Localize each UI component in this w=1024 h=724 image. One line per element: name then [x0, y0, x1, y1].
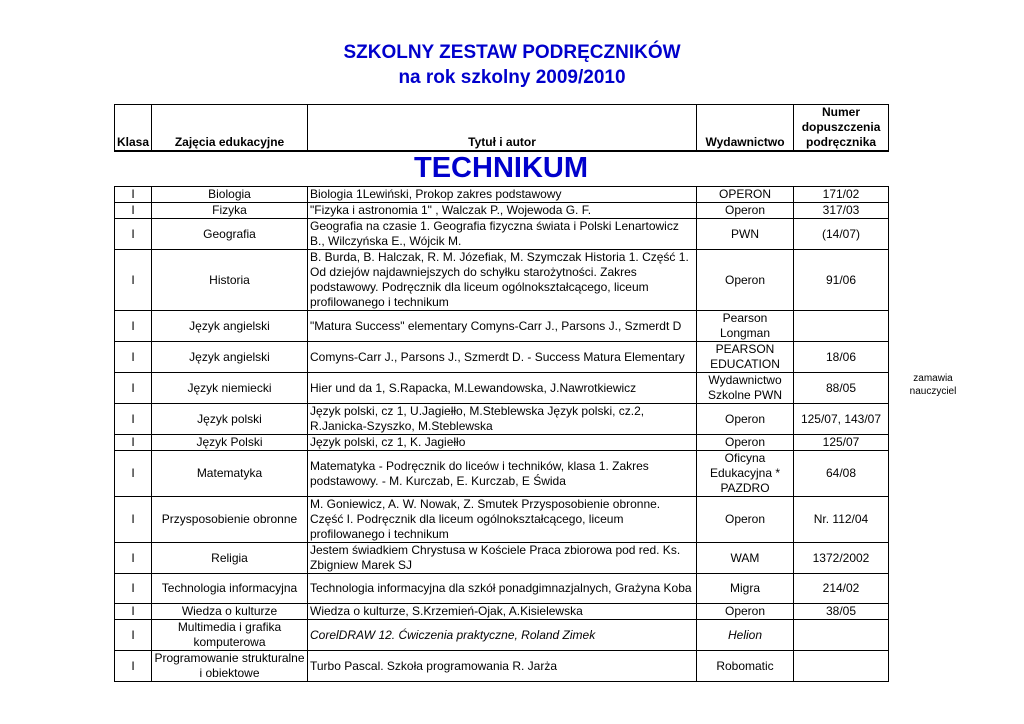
cell-klasa: I: [115, 497, 152, 543]
table-row: [115, 373, 889, 404]
cell-numer: [794, 651, 889, 682]
cell-klasa: I: [115, 620, 152, 651]
cell-wydawnictwo: Wydawnictwo Szkolne PWN: [697, 373, 794, 404]
header-wydawnictwo: Wydawnictwo: [697, 105, 794, 152]
cell-zajecia: Wiedza o kulturze: [152, 604, 308, 620]
cell-wydawnictwo: OPERON: [697, 187, 794, 203]
header-zajecia: Zajęcia edukacyjne: [152, 105, 308, 152]
cell-numer: Nr. 112/04: [794, 497, 889, 543]
table-row: [115, 451, 889, 497]
table-row: [115, 203, 889, 219]
table-row: [115, 187, 889, 203]
table-row: [115, 342, 889, 373]
document-title: SZKOLNY ZESTAW PODRĘCZNIKÓW: [343, 42, 681, 63]
section-title: TECHNIKUM: [414, 152, 588, 184]
cell-klasa: I: [115, 342, 152, 373]
header-numer: Numer dopuszczenia podręcznika: [794, 105, 889, 152]
cell-klasa: I: [115, 373, 152, 404]
cell-klasa: I: [115, 543, 152, 574]
cell-wydawnictwo: WAM: [697, 543, 794, 574]
cell-numer: [794, 311, 889, 342]
cell-tytul: Hier und da 1, S.Rapacka, M.Lewandowska, J.Nawrotkiewicz: [308, 373, 697, 404]
cell-zajecia: Przysposobienie obronne: [152, 497, 308, 543]
cell-wydawnictwo: Operon: [697, 203, 794, 219]
side-note: zamawia nauczyciel: [909, 373, 957, 397]
cell-numer: 91/06: [794, 250, 889, 311]
cell-wydawnictwo: Operon: [697, 250, 794, 311]
cell-tytul: Wiedza o kulturze, S.Krzemień-Ojak, A.Kisielewska: [308, 604, 697, 620]
cell-zajecia: Biologia: [152, 187, 308, 203]
cell-wydawnictwo: PEARSON EDUCATION: [697, 342, 794, 373]
table-row: [115, 604, 889, 620]
table-row: [115, 250, 889, 311]
cell-tytul: Technologia informacyjna dla szkół ponadgimnazjalnych, Grażyna Koba: [308, 574, 697, 604]
cell-klasa: I: [115, 451, 152, 497]
table-row: [115, 497, 889, 543]
cell-tytul: Comyns-Carr J., Parsons J., Szmerdt D. - Success Matura Elementary: [308, 342, 697, 373]
cell-klasa: I: [115, 435, 152, 451]
cell-zajecia: Język polski: [152, 404, 308, 435]
cell-tytul: Język polski, cz 1, K. Jagiełło: [308, 435, 697, 451]
cell-klasa: I: [115, 604, 152, 620]
cell-zajecia: Multimedia i grafika komputerowa: [152, 620, 308, 651]
table-row: [115, 435, 889, 451]
cell-numer: (14/07): [794, 219, 889, 250]
cell-zajecia: Fizyka: [152, 203, 308, 219]
cell-tytul: "Fizyka i astronomia 1" , Walczak P., Wojewoda G. F.: [308, 203, 697, 219]
cell-numer: [794, 620, 889, 651]
header-tytul: Tytuł i autor: [308, 105, 697, 152]
cell-numer: 125/07, 143/07: [794, 404, 889, 435]
cell-klasa: I: [115, 250, 152, 311]
cell-zajecia: Język angielski: [152, 342, 308, 373]
cell-numer: 64/08: [794, 451, 889, 497]
cell-zajecia: Technologia informacyjna: [152, 574, 308, 604]
cell-wydawnictwo: Helion: [697, 620, 794, 651]
cell-zajecia: Język Polski: [152, 435, 308, 451]
cell-numer: 18/06: [794, 342, 889, 373]
cell-wydawnictwo: Operon: [697, 604, 794, 620]
cell-klasa: I: [115, 219, 152, 250]
cell-wydawnictwo: Oficyna Edukacyjna * PAZDRO: [697, 451, 794, 497]
cell-numer: 1372/2002: [794, 543, 889, 574]
cell-klasa: I: [115, 651, 152, 682]
cell-tytul: CorelDRAW 12. Ćwiczenia praktyczne, Roland Zimek: [308, 620, 697, 651]
cell-klasa: I: [115, 404, 152, 435]
cell-zajecia: Geografia: [152, 219, 308, 250]
cell-tytul: M. Goniewicz, A. W. Nowak, Z. Smutek Przysposobienie obronne. Część I. Podręcznik dla liceum ogólnokształcącego, liceum profilowanego i technikum: [308, 497, 697, 543]
cell-numer: 88/05: [794, 373, 889, 404]
cell-numer: 214/02: [794, 574, 889, 604]
cell-wydawnictwo: Operon: [697, 497, 794, 543]
cell-numer: 317/03: [794, 203, 889, 219]
table-row: [115, 219, 889, 250]
cell-klasa: I: [115, 187, 152, 203]
textbook-table: [114, 186, 889, 682]
cell-wydawnictwo: Pearson Longman: [697, 311, 794, 342]
cell-zajecia: Programowanie strukturalne i obiektowe: [152, 651, 308, 682]
cell-zajecia: Język angielski: [152, 311, 308, 342]
cell-wydawnictwo: Operon: [697, 404, 794, 435]
cell-tytul: B. Burda, B. Halczak, R. M. Józefiak, M. Szymczak Historia 1. Część 1. Od dziejów najdawniejszych do schyłku starożytności. Zakres podstawowy. Podręcznik dla liceum ogólnokształcącego, liceum profilowanego i technikum: [308, 250, 697, 311]
cell-wydawnictwo: PWN: [697, 219, 794, 250]
cell-numer: 171/02: [794, 187, 889, 203]
table-row: [115, 404, 889, 435]
table-row: [115, 543, 889, 574]
cell-numer: 125/07: [794, 435, 889, 451]
cell-zajecia: Matematyka: [152, 451, 308, 497]
cell-numer: 38/05: [794, 604, 889, 620]
cell-zajecia: Język niemiecki: [152, 373, 308, 404]
cell-wydawnictwo: Migra: [697, 574, 794, 604]
cell-tytul: Turbo Pascal. Szkoła programowania R. Jarża: [308, 651, 697, 682]
table-row: [115, 651, 889, 682]
cell-klasa: I: [115, 311, 152, 342]
cell-tytul: Matematyka - Podręcznik do liceów i techników, klasa 1. Zakres podstawowy. - M. Kurczab, E. Kurczab, E Świda: [308, 451, 697, 497]
table-row: [115, 311, 889, 342]
cell-klasa: I: [115, 574, 152, 604]
cell-tytul: Jestem świadkiem Chrystusa w Kościele Praca zbiorowa pod red. Ks. Zbigniew Marek SJ: [308, 543, 697, 574]
cell-wydawnictwo: Robomatic: [697, 651, 794, 682]
cell-klasa: I: [115, 203, 152, 219]
cell-tytul: Biologia 1Lewiński, Prokop zakres podstawowy: [308, 187, 697, 203]
table-row: [115, 620, 889, 651]
cell-zajecia: Religia: [152, 543, 308, 574]
document-subtitle: na rok szkolny 2009/2010: [398, 67, 626, 88]
header-klasa: Klasa: [115, 105, 152, 152]
table-row: [115, 574, 889, 604]
cell-tytul: Geografia na czasie 1. Geografia fizyczna świata i Polski Lenartowicz B., Wilczyńska E., Wójcik M.: [308, 219, 697, 250]
cell-tytul: Język polski, cz 1, U.Jagiełło, M.Steblewska Język polski, cz.2, R.Janicka-Szyszko, M.Steblewska: [308, 404, 697, 435]
cell-wydawnictwo: Operon: [697, 435, 794, 451]
cell-tytul: "Matura Success" elementary Comyns-Carr J., Parsons J., Szmerdt D: [308, 311, 697, 342]
cell-zajecia: Historia: [152, 250, 308, 311]
header-table: [114, 104, 889, 152]
